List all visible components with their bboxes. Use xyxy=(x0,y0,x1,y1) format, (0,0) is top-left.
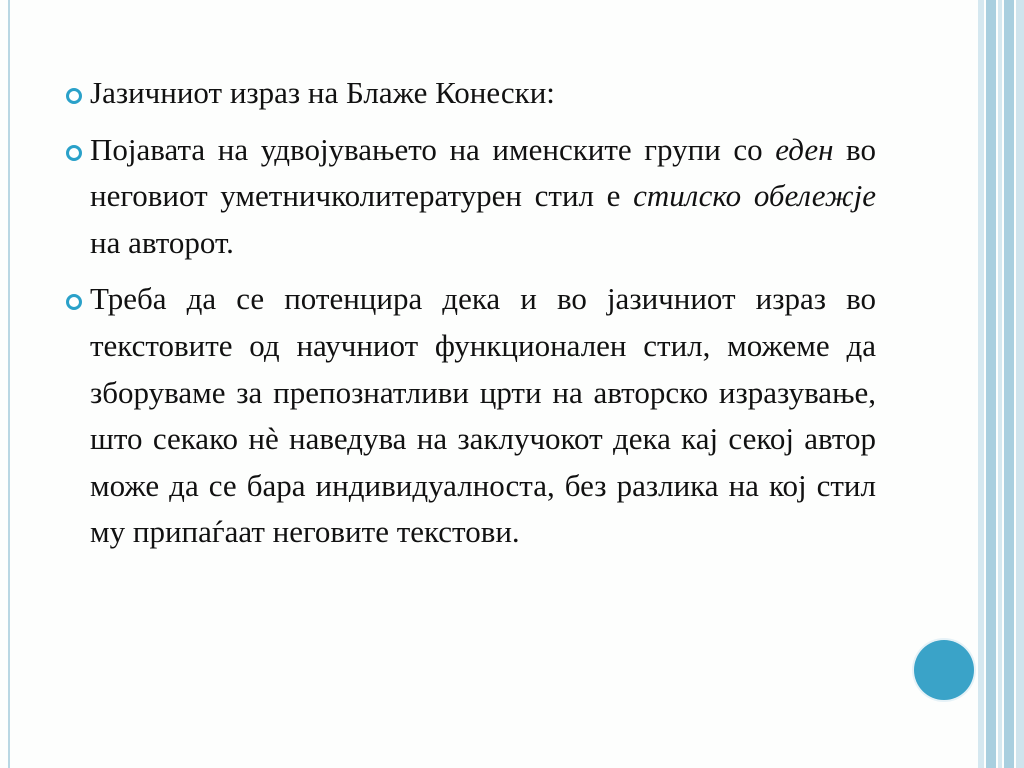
circle-bullet-icon xyxy=(64,276,90,320)
stripe xyxy=(986,0,996,768)
bullet-text xyxy=(90,127,876,267)
left-border-line xyxy=(8,0,10,768)
stripe xyxy=(998,0,1002,768)
italic-text-run: еден xyxy=(775,131,834,167)
text-run: Јазичниот израз на Блаже Конески: xyxy=(90,75,555,110)
bullet-item xyxy=(64,276,876,556)
bullet-text xyxy=(90,276,876,556)
stripe xyxy=(1004,0,1014,768)
bullet-item xyxy=(64,70,876,117)
stripe xyxy=(1016,0,1024,768)
circle-bullet-icon xyxy=(64,127,90,171)
text-run: Треба да се потенцира дека и во јазичниот израз во текстовите од научниот функционален стил, можеме да зборуваме за препознатливи црти на авторско изразување, што секако нѐ наведува на заклучокот дека кај секој автор може да се бара индивидуалноста, без разлика на кој стил му припаѓаат неговите текстови. xyxy=(90,281,876,550)
decorative-circle xyxy=(914,640,974,700)
text-run: на авторот. xyxy=(90,224,234,260)
italic-text-run: стилско обележје xyxy=(633,178,876,214)
bullet-item xyxy=(64,127,876,267)
right-decorative-stripes xyxy=(978,0,1024,768)
text-run: во неговиот уметничколитературен стил е xyxy=(90,131,876,214)
circle-bullet-icon xyxy=(64,70,90,114)
bullet-text xyxy=(90,70,876,117)
text-run: Појавата на удвојувањето на именските групи со xyxy=(90,131,776,167)
slide-content xyxy=(64,70,876,566)
stripe xyxy=(978,0,984,768)
